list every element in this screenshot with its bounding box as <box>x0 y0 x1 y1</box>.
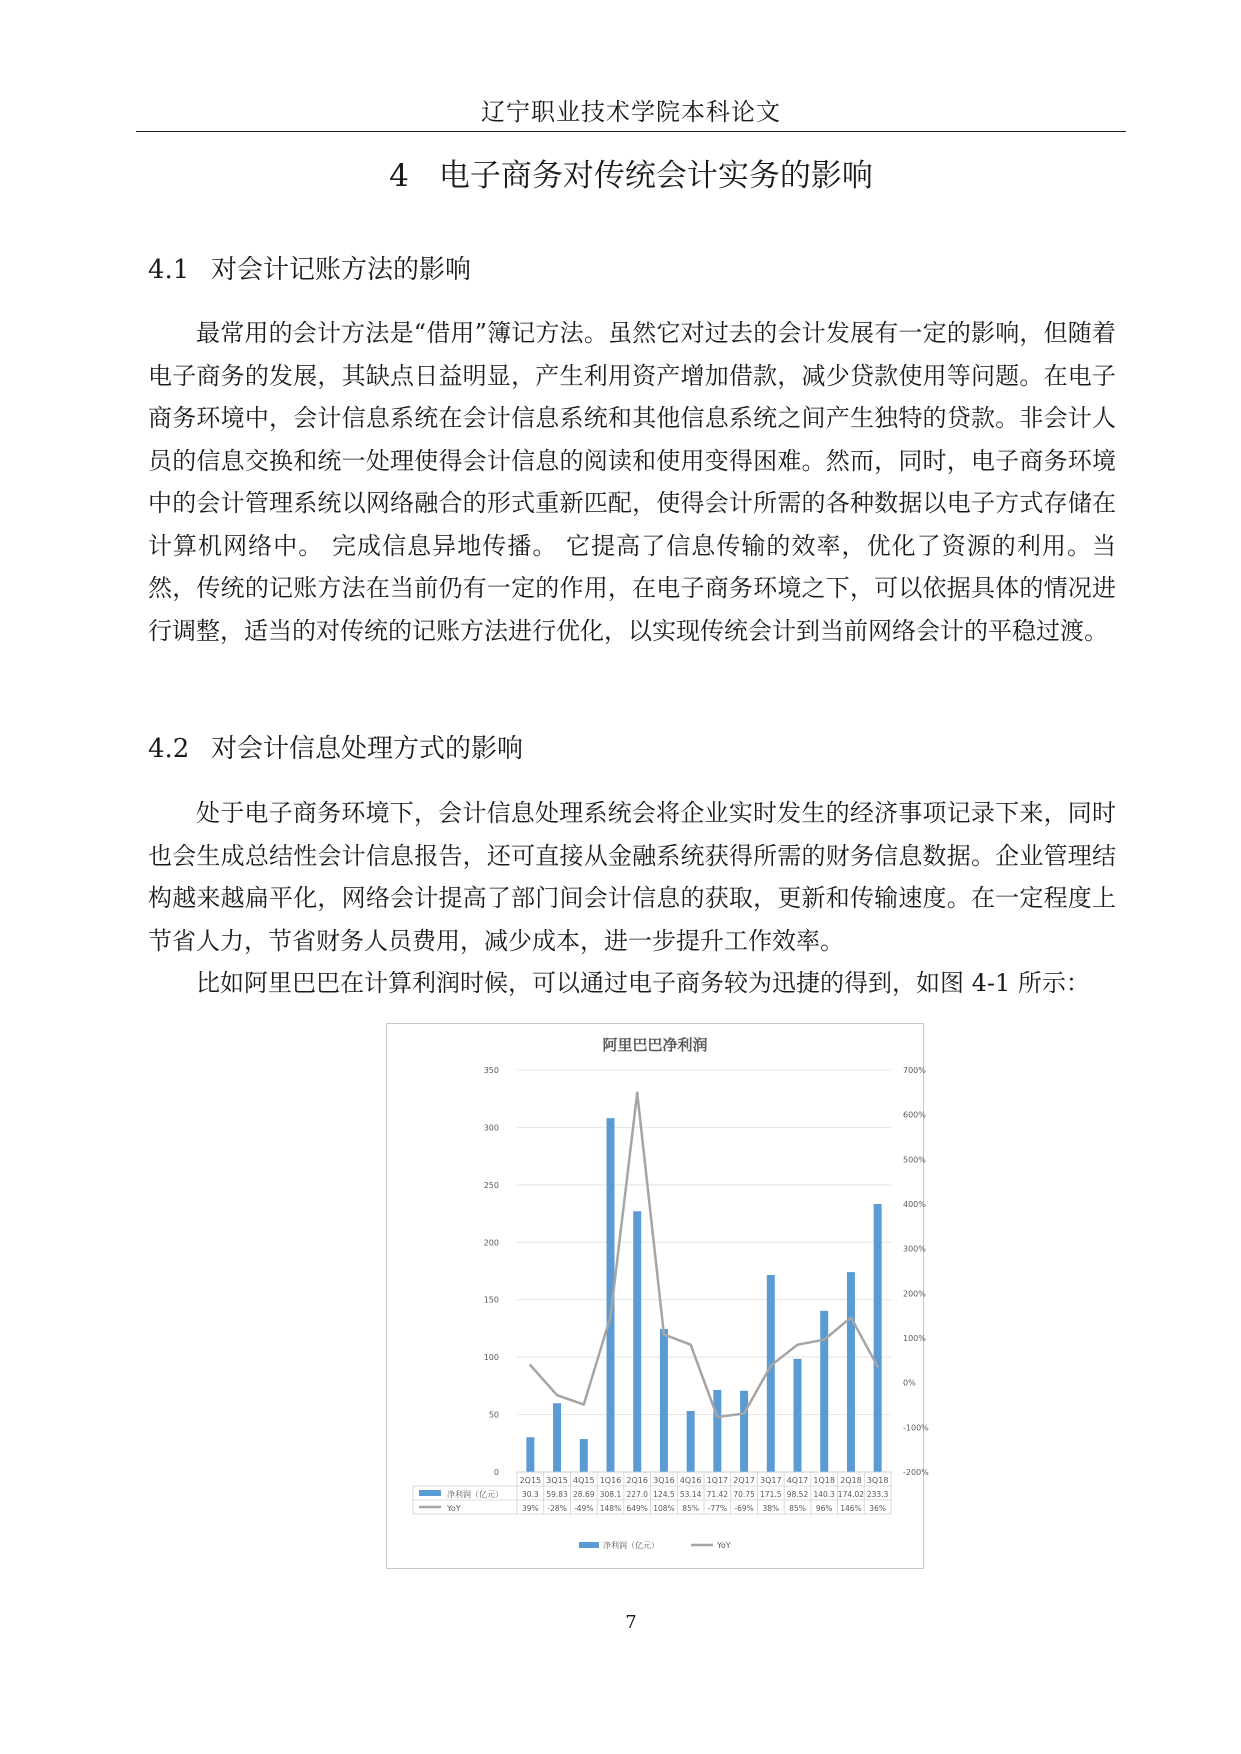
table-legend-bar-key <box>419 1490 441 1496</box>
paragraph-4-1: 最常用的会计方法是“借用”簿记方法。虽然它对过去的会计发展有一定的影响，但随着电子商务的发展，其缺点日益明显，产生利用资产增加借款，减少贷款使用等问题。在电子商务环境中，会计信息系统在会计信息系统和其他信息系统之间产生独特的贷款。非会计人员的信息交换和统一处理使得会计信息的阅读和使用变得困难。然而，同时，电子商务环境中的会计管理系统以网络融合的形式重新匹配，使得会计所需的各种数据以电子方式存储在计算机网络中。 完成信息异地传播。 它提高了信息传输的效率，优化了资源的利用。当然，传统的记账方法在当前仍有一定的作用，在电子商务环境之下，可以依据具体的情况进行调整，适当的对传统的记账方法进行优化，以实现传统会计到当前网络会计的平稳过渡。 <box>148 319 1116 645</box>
table-yoy-label: 38% <box>762 1504 780 1513</box>
yoy-point <box>796 1344 798 1346</box>
chapter-number: 4 <box>389 158 409 194</box>
y-left-tick-label: 150 <box>483 1295 499 1305</box>
y-left-tick-label: 0 <box>493 1468 499 1477</box>
section-number: 4.1 <box>148 255 190 285</box>
yoy-point <box>609 1315 611 1317</box>
x-tick-label: 1Q18 <box>813 1476 836 1485</box>
y-right-tick-label: 300% <box>903 1244 926 1254</box>
legend-label: 净利润（亿元） <box>603 1541 659 1550</box>
x-tick-label: 1Q16 <box>599 1476 622 1485</box>
table-yoy-label: 649% <box>626 1504 648 1513</box>
yoy-point <box>583 1403 585 1405</box>
legend-label: YoY <box>717 1541 731 1550</box>
table-value-label: 227.0 <box>626 1490 648 1499</box>
y-right-tick-label: -200% <box>903 1468 929 1477</box>
bar <box>794 1359 802 1472</box>
bar <box>687 1411 695 1472</box>
y-right-tick-label: 700% <box>903 1066 926 1075</box>
x-tick-label: 3Q15 <box>546 1476 568 1485</box>
table-value-label: 28.69 <box>573 1490 595 1499</box>
table-value-label: 174.02 <box>837 1490 865 1499</box>
table-yoy-label: 39% <box>522 1504 539 1513</box>
table-value-label: 30.3 <box>522 1490 539 1499</box>
table-yoy-label: -77% <box>707 1504 728 1513</box>
figure-4-1 <box>386 1023 929 1569</box>
section-heading-4-2 <box>148 728 523 765</box>
table-value-label: 53.14 <box>679 1490 702 1499</box>
bar <box>740 1391 748 1472</box>
bar <box>874 1204 882 1472</box>
yoy-point <box>823 1339 825 1341</box>
page-number: 7 <box>625 1612 637 1633</box>
table-value-label: 140.3 <box>813 1490 835 1499</box>
section-title: 对会计记账方法的影响 <box>211 255 472 285</box>
yoy-point <box>716 1416 718 1418</box>
y-left-tick-label: 300 <box>483 1123 499 1133</box>
table-yoy-label: 36% <box>869 1504 886 1513</box>
net-profit-chart <box>387 1024 929 1568</box>
bar <box>580 1439 588 1472</box>
yoy-point <box>743 1412 745 1414</box>
bar <box>847 1272 855 1472</box>
yoy-point <box>689 1344 691 1346</box>
yoy-point <box>636 1092 638 1094</box>
x-tick-label: 2Q15 <box>519 1476 542 1485</box>
table-yoy-label: -69% <box>734 1504 754 1513</box>
table-series-name: 净利润（亿元） <box>447 1490 503 1499</box>
y-right-tick-label: 500% <box>903 1155 926 1165</box>
table-yoy-label: -49% <box>574 1504 594 1513</box>
y-right-tick-label: -100% <box>903 1423 929 1433</box>
table-yoy-label: 148% <box>599 1504 622 1513</box>
yoy-point <box>663 1333 665 1335</box>
y-right-tick-label: 200% <box>903 1289 926 1299</box>
bar <box>820 1311 828 1472</box>
paragraph-4-2-b: 比如阿里巴巴在计算利润时候，可以通过电子商务较为迅捷的得到，如图 4-1 所示： <box>196 969 1090 997</box>
y-right-tick-label: 400% <box>903 1200 926 1209</box>
chapter-title-text: 电子商务对传统会计实务的影响 <box>438 158 873 194</box>
table-yoy-label: 85% <box>789 1504 806 1513</box>
bar <box>553 1403 561 1472</box>
table-value-label: 59.83 <box>546 1490 568 1499</box>
section-number: 4.2 <box>148 734 190 764</box>
header-rule <box>136 131 1126 132</box>
table-yoy-label: 85% <box>682 1504 699 1513</box>
x-tick-label: 3Q17 <box>759 1476 782 1485</box>
table-series-name: YoY <box>447 1504 461 1513</box>
legend-bar-key <box>579 1542 599 1548</box>
yoy-point <box>529 1364 531 1366</box>
paragraph-4-2-a: 处于电子商务环境下，会计信息处理系统会将企业实时发生的经济事项记录下来，同时也会生成总结性会计信息报告，还可直接从金融系统获得所需的财务信息数据。企业管理结构越来越扁平化，网络会计提高了部门间会计信息的获取，更新和传输速度。在一定程度上节省人力，节省财务人员费用，减少成本，进一步提升工作效率。 <box>148 799 1116 955</box>
section-title: 对会计信息处理方式的影响 <box>211 734 524 764</box>
yoy-point <box>850 1316 852 1318</box>
table-yoy-label: -28% <box>547 1504 567 1513</box>
yoy-point <box>556 1394 558 1396</box>
table-yoy-label: 108% <box>653 1504 675 1513</box>
x-tick-label: 2Q18 <box>840 1476 862 1485</box>
x-tick-label: 2Q16 <box>626 1476 649 1485</box>
table-yoy-label: 96% <box>815 1504 833 1513</box>
section-heading-4-1 <box>148 249 471 286</box>
y-right-tick-label: 100% <box>903 1334 926 1343</box>
bar <box>713 1390 721 1472</box>
yoy-point <box>876 1365 878 1367</box>
x-tick-label: 3Q18 <box>866 1476 889 1485</box>
yoy-point <box>770 1364 772 1366</box>
x-tick-label: 2Q17 <box>733 1476 755 1485</box>
table-value-label: 124.5 <box>653 1490 675 1499</box>
bar <box>767 1275 775 1472</box>
table-value-label: 98.52 <box>786 1490 809 1499</box>
chart-title: 阿里巴巴净利润 <box>602 1036 708 1054</box>
y-right-tick-label: 600% <box>903 1110 926 1120</box>
chapter-title <box>136 150 1126 195</box>
x-tick-label: 4Q17 <box>786 1476 809 1485</box>
bar <box>660 1329 668 1472</box>
y-right-tick-label: 0% <box>903 1378 916 1388</box>
table-value-label: 308.1 <box>599 1490 622 1499</box>
y-left-tick-label: 250 <box>483 1180 499 1190</box>
x-tick-label: 4Q15 <box>572 1476 595 1485</box>
y-left-tick-label: 200 <box>483 1238 499 1248</box>
x-tick-label: 3Q16 <box>653 1476 675 1485</box>
table-value-label: 233.3 <box>866 1490 889 1499</box>
table-value-label: 71.42 <box>706 1490 729 1499</box>
y-left-tick-label: 100 <box>483 1353 499 1363</box>
y-left-tick-label: 50 <box>488 1410 499 1420</box>
table-value-label: 70.75 <box>733 1490 755 1499</box>
bar <box>633 1211 641 1472</box>
x-tick-label: 4Q16 <box>679 1476 702 1485</box>
table-yoy-label: 146% <box>840 1504 862 1513</box>
x-tick-label: 1Q17 <box>706 1476 729 1485</box>
y-left-tick-label: 350 <box>483 1066 499 1075</box>
bar <box>526 1437 534 1472</box>
running-head: 辽宁职业技术学院本科论文 <box>481 98 781 126</box>
table-value-label: 171.5 <box>760 1490 782 1499</box>
